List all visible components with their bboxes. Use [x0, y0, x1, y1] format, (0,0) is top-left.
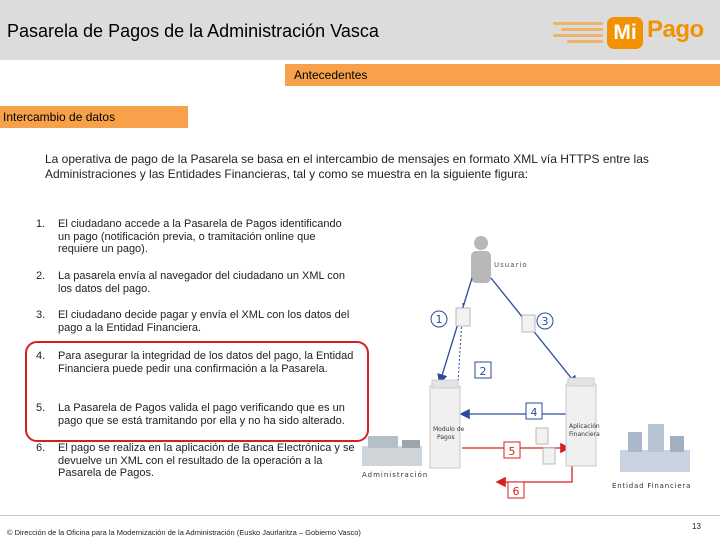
highlight-box [25, 341, 369, 442]
svg-text:4: 4 [530, 406, 538, 419]
step-number: 1. [36, 218, 46, 230]
step-text: Para asegurar la integridad de los datos del pago, la Entidad Financiera puede pedir una confirmación a la Pasarela. [58, 350, 354, 375]
step-number: 5. [36, 402, 46, 414]
section-intercambio: Intercambio de datos [0, 106, 188, 128]
modulo-label-2: Pagos [437, 434, 455, 441]
logo-pago: Pago [647, 16, 704, 43]
step-text: La pasarela envía al navegador del ciudadano un XML con los datos del pago. [58, 270, 346, 295]
exchange-diagram [358, 228, 720, 508]
step-text: El ciudadano decide pagar y envía el XML con los datos del pago a la Entidad Financiera. [58, 309, 350, 334]
page-title: Pasarela de Pagos de la Administración Vasca [7, 21, 379, 41]
logo-mi: Mi [607, 17, 643, 49]
svg-text:3: 3 [541, 315, 549, 328]
step-number: 3. [36, 309, 46, 321]
entidad-building-icon [620, 424, 690, 472]
step-number: 6. [36, 442, 46, 454]
step-text: La Pasarela de Pagos valida el pago verificando que es un pago que se está tramitando por ella y no ha sido alterado. [58, 402, 345, 427]
modulo-label-1: Modulo de [433, 426, 465, 433]
step-text: El pago se realiza en la aplicación de Banca Electrónica y se devuelve un XML con el resultado de la operación a la Pasarela de Pagos. [58, 442, 355, 479]
marker-1 [431, 311, 447, 327]
svg-text:5: 5 [508, 445, 516, 458]
intro-paragraph: La operativa de pago de la Pasarela se basa en el intercambio de mensajes en formato XML vía HTTPS entre las Administraciones y las Entidades Financieras, tal y como se muestra en la siguiente figura: [45, 152, 649, 181]
usuario-label: Usuario [494, 261, 528, 269]
marker-3 [537, 313, 553, 329]
marker-2 [475, 362, 491, 378]
svg-text:1: 1 [435, 313, 443, 326]
svg-text:6: 6 [512, 485, 520, 498]
marker-5 [504, 442, 520, 458]
header-bar [0, 0, 720, 60]
step-number: 2. [36, 270, 46, 282]
page-number: 13 [692, 522, 701, 531]
server-financiera-icon [566, 378, 596, 466]
section-antecedentes: Antecedentes [285, 64, 720, 86]
svg-text:2: 2 [479, 365, 487, 378]
footer-text: © Dirección de la Oficina para la Modernización de la Administración (Eusko Jaurlaritza – Gobierno Vasco) [7, 528, 361, 537]
document-icon [456, 308, 555, 464]
marker-4 [526, 403, 542, 419]
step-number: 4. [36, 350, 46, 362]
server-modulo-icon [430, 380, 460, 468]
aplicacion-label-2: Financiera [569, 431, 600, 438]
administracion-building-icon [362, 436, 422, 466]
footer-divider [0, 515, 720, 516]
administracion-label: Administración [362, 471, 429, 479]
step-text: El ciudadano accede a la Pasarela de Pagos identificando un pago (notificación previa, o tramitación online que requiere un pago). [58, 218, 342, 255]
user-icon [471, 236, 491, 283]
aplicacion-label-1: Aplicación [569, 423, 600, 430]
arrow-1 [440, 278, 472, 382]
marker-6 [508, 482, 524, 498]
mipago-logo [553, 14, 713, 52]
entidad-label: Entidad Financiera [612, 482, 692, 490]
